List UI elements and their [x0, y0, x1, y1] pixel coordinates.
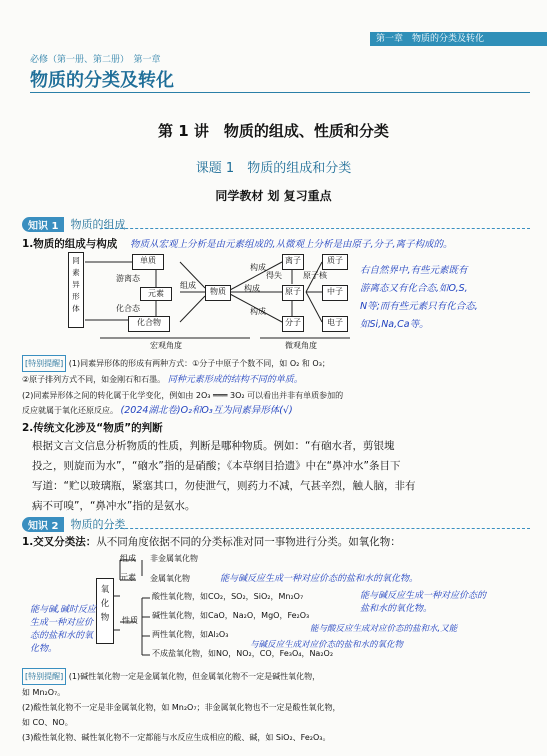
tip-handwritten: (2024湖北卷)O₂和O₃互为同素异形体(√) [120, 405, 293, 416]
non-salt-forming-oxide: 不成盐氧化物，如NO，NO₂，CO，Fe₃O₄，Na₂O₂ [152, 649, 334, 658]
compound-state-label: 化合态 [116, 304, 140, 313]
para-line: 根据文言文信息分析物质的性质，判断是哪种物质。例如：“有硇水者，剪银塊 [32, 440, 395, 452]
book-subtitle: 必修（第一册、第二册） 第一章 [30, 55, 161, 65]
tip-text: (3)酸性氧化物、碱性氧化物不一定都能与水反应生成相应的酸、碱，如 SiO₂、Fe₂O₃。 [22, 733, 331, 742]
note-line: 生成一种对应价 [30, 618, 94, 628]
proton-box: 质子 [322, 254, 348, 270]
side-note-line: N等;而有些元素只有化合态, [360, 301, 478, 312]
tip-handwritten: 同种元素形成的结构不同的单质。 [167, 375, 303, 385]
kp-title: 物质的分类 [70, 518, 126, 531]
kp-tag: 知识 1 [22, 217, 64, 232]
tip-label: [特别提醒] [22, 355, 66, 372]
by-element-label: 元素 [120, 573, 136, 582]
constitution-label-top: 构成 [250, 263, 266, 272]
acidic-oxide: 酸性氧化物，如CO₂，SO₂，SiO₂，Mn₂O₇ [152, 592, 304, 601]
para-line: 写道：“贮以玻璃瓶，紧塞其口，勿使泄气，则药力不减，气甚辛烈，触人脑，非有 [32, 480, 416, 492]
constitution-label-bottom: 构成 [250, 307, 266, 316]
molecule-box: 分子 [282, 316, 304, 332]
para-line: 投之，则旋而为水”，“硇水”指的是硝酸；《本草纲目拾遗》中在“鼻冲水”条目下 [32, 460, 401, 472]
constitution-label-mid: 构成 [244, 284, 260, 293]
by-property-label: 性质 [122, 616, 138, 625]
composition-label: 组成 [180, 281, 196, 290]
tip-text: (1)碱性氧化物一定是金属氧化物，但金属氧化物不一定是碱性氧化物， [68, 672, 321, 681]
amphoteric-oxide: 两性氧化物，如Al₂O₃ [152, 630, 229, 639]
micro-label: 微观角度 [285, 341, 317, 350]
basic-oxide-note: 能与酸反应生成对应价态的盐和水,又能 [310, 624, 458, 634]
oxide-root-box: 氧化物 [96, 578, 114, 644]
macro-label: 宏观角度 [150, 341, 182, 350]
para-line: 病不可嗅”，“鼻冲水”指的是氨水。 [32, 500, 196, 512]
note-line: 能与碱反应生成一种对应价态的 [360, 591, 487, 601]
side-note-line: 游离态又有化合态,如O,S, [360, 283, 468, 294]
matter-box: 物质 [205, 285, 231, 301]
chapter-title: 物质的分类及转化 [30, 70, 174, 91]
by-composition-label: 组成 [120, 554, 136, 563]
tip-label: [特别提醒] [22, 668, 66, 685]
acidic-oxide-note [360, 590, 486, 616]
side-note-line: 右自然界中,有些元素既有 [360, 265, 468, 276]
amphoteric-oxide-note: 与碱反应生成对应价态的盐和水的氧化物 [250, 640, 404, 650]
section-text: 从不同角度依据不同的分类标准对同一事物进行分类。如氧化物： [96, 536, 401, 548]
note-line: 能与碱,碱时反应 [30, 605, 96, 615]
gain-lose-label: 得失 [266, 271, 282, 280]
note-line: 化物。 [30, 644, 58, 654]
atom-box: 原子 [282, 285, 304, 301]
nonmetal-oxide: 非金属氧化物 [150, 554, 198, 563]
tip-text: (1)同素异形体的形成有两种方式：①分子中原子个数不同，如 O₂ 和 O₃； [68, 359, 330, 368]
section-heading: 2.传统文化涉及“物质”的判断 [22, 422, 163, 434]
isomer-box: 同素异形体 [68, 252, 84, 328]
lecture-title: 第 1 讲 物质的组成、性质和分类 [158, 122, 389, 140]
ion-box: 离子 [282, 254, 304, 270]
handwritten-note: 物质从宏观上分析是由元素组成的,从微观上分析是由原子,分子,离子构成的。 [130, 239, 453, 250]
section-heading: 1.交叉分类法： [22, 536, 97, 548]
basic-oxide: 碱性氧化物，如CaO，Na₂O，MgO，Fe₂O₃ [152, 611, 310, 620]
nucleus-label: 原子核 [303, 271, 327, 280]
chapter-header-band: 第一章 物质的分类及转化 [370, 32, 547, 46]
tip-text: 如 Mn₂O₇。 [22, 688, 66, 697]
note-line: 盐和水的氧化物。 [360, 604, 433, 614]
element-box: 元素 [140, 287, 172, 301]
kp-title: 物质的组成 [70, 218, 126, 231]
tip-text: (2)同素异形体之间的转化属于化学变化，例如由 2O₃ ═══ 3O₂ 可以看出并非有单质参加的 [22, 391, 344, 400]
simple-substance-box: 单质 [132, 254, 164, 270]
kp-tag: 知识 2 [22, 517, 64, 532]
side-note-line: 如Si,Na,Ca等。 [360, 319, 429, 330]
left-margin-note [30, 604, 96, 656]
section-heading: 1.物质的组成与构成 [22, 238, 118, 250]
topic-title: 课题 1 物质的组成和分类 [195, 161, 352, 176]
tip-text: (2)酸性氧化物不一定是非金属氧化物，如 Mn₂O₇；非金属氧化物也不一定是酸性氧化物， [22, 703, 341, 712]
review-heading: 同学教材 划 复习重点 [215, 189, 332, 203]
metal-oxide-note: 能与碱反应生成一种对应价态的盐和水的氧化物。 [220, 574, 419, 584]
electron-box: 电子 [322, 316, 348, 332]
metal-oxide: 金属氧化物 [150, 574, 190, 583]
note-line: 态的盐和水的氧 [30, 631, 94, 641]
tip-text: 反应就属于氧化还原反应。 [22, 406, 118, 415]
tip-text: 如 CO、NO。 [22, 718, 73, 727]
tips-block-2 [22, 668, 537, 745]
free-state-label: 游离态 [116, 274, 140, 283]
compound-box: 化合物 [128, 316, 170, 332]
tip-text: ②原子排列方式不同，如金刚石和石墨。 [22, 375, 166, 384]
neutron-box: 中子 [322, 285, 348, 301]
